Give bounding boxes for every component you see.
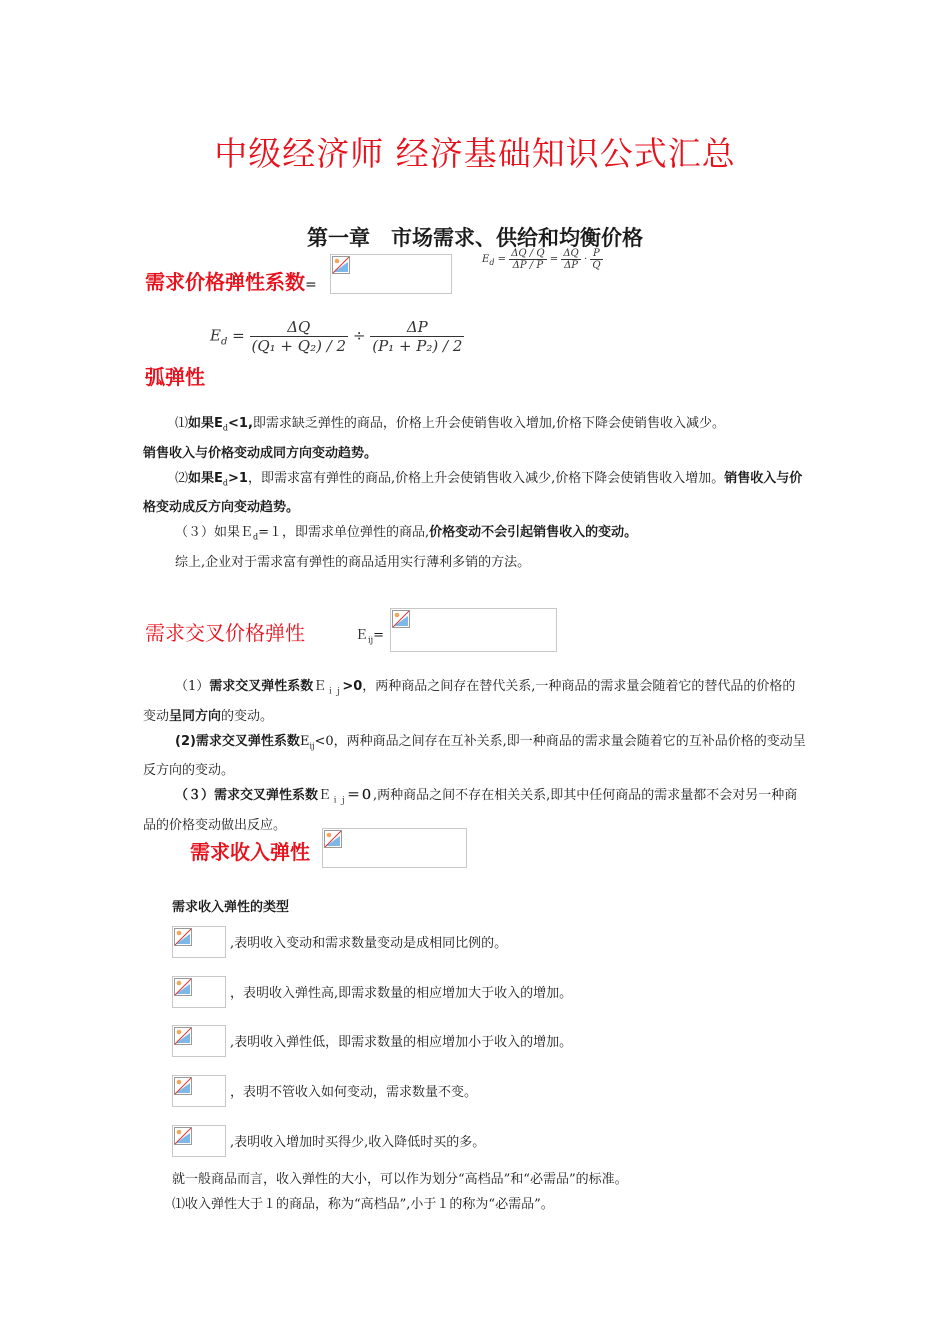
price-elasticity-heading: 需求价格弹性系数= — [145, 270, 317, 294]
price-elasticity-formula: $E_d$ = $\frac{\Delta Q / Q}{\Delta P / P}$ = $\frac{\Delta Q}{\Delta P}$ · $\frac{P}{Q}$ — [482, 248, 601, 271]
cross-case-1: （1）需求交叉弹性系数Ｅ$_{ij}$>0，两种商品之间存在替代关系,一种商品的需求量会随着它的替代品的价格的变动呈同方向的变动。 — [143, 679, 796, 724]
income-note — [172, 1167, 628, 1217]
price-elasticity-paragraphs — [143, 411, 808, 575]
formula-image — [172, 976, 226, 1008]
broken-image-icon — [324, 830, 342, 848]
income-type-text: ,表明收入弹性低，即需求数量的相应增加小于收入的增加。 — [230, 1035, 573, 1050]
income-note-line-1: 就一般商品而言，收入弹性的大小，可以作为划分“高档品”和“必需品”的标准。 — [172, 1172, 628, 1187]
income-elasticity-formula-image — [322, 828, 467, 868]
income-note-line-2: ⑴收入弹性大于１的商品，称为“高档品”,小于１的称为“必需品”。 — [172, 1197, 554, 1212]
income-type-text: ，表明收入弹性高,即需求数量的相应增加大于收入的增加。 — [230, 986, 573, 1001]
chapter-heading: 第一章 市场需求、供给和均衡价格 — [307, 226, 643, 250]
income-elasticity-heading: 需求收入弹性 — [190, 840, 310, 864]
formula-image — [172, 1125, 226, 1157]
income-type-text: ，表明不管收入如何变动，需求数量不变。 — [230, 1085, 478, 1100]
broken-image-icon — [174, 1077, 192, 1095]
price-elasticity-formula-image — [330, 254, 452, 294]
broken-image-icon — [174, 1027, 192, 1045]
cross-elasticity-heading: 需求交叉价格弹性 — [145, 621, 305, 645]
paragraph-case-2: ⑵如果$E_d>1$，即需求富有弹性的商品,价格上升会使销售收入减少,价格下降会使销售收入增加。销售收入与价格变动成反方向变动趋势。 — [143, 470, 803, 516]
cross-case-2: (2)需求交叉弹性系数$E_{ij}<0$，两种商品之间存在互补关系,即一种商品的需求量会随着它的互补品价格的变动呈反方向的变动。 — [143, 733, 806, 779]
cross-elasticity-paragraphs — [143, 674, 808, 838]
income-type-text: ,表明收入增加时买得少,收入降低时买的多。 — [230, 1135, 486, 1150]
document-title: 中级经济师 经济基础知识公式汇总 — [214, 134, 736, 173]
broken-image-icon — [174, 1127, 192, 1145]
paragraph-case-3: （３）如果Ｅ$_d$=１，即需求单位弹性的商品,价格变动不会引起销售收入的变动。 — [175, 525, 638, 542]
paragraph-case-1: ⑴如果$E_d<1$,即需求缺乏弹性的商品，价格上升会使销售收入增加,价格下降会使销售收入减少。 销售收入与价格变动成同方向变动趋势。 — [143, 416, 726, 461]
formula-image — [172, 926, 226, 958]
cross-elasticity-formula-image — [390, 608, 557, 652]
income-type-text: ,表明收入变动和需求数量变动是成相同比例的。 — [230, 936, 508, 951]
broken-image-icon — [174, 928, 192, 946]
broken-image-icon — [174, 978, 192, 996]
broken-image-icon — [332, 256, 350, 274]
cross-elasticity-label: Ｅ$_{ij}$= — [355, 628, 384, 645]
arc-elasticity-formula: $E_d$ = $\frac{\Delta Q}{\text{(Q₁ + Q₂) / 2}}$ ÷ $\frac{\Delta P}{\text{(P₁ + P₂) / 2}}$ — [210, 318, 463, 355]
broken-image-icon — [392, 610, 410, 628]
formula-image — [172, 1025, 226, 1057]
paragraph-summary: 综上,企业对于需求富有弹性的商品适用实行薄利多销的方法。 — [175, 554, 531, 570]
formula-image — [172, 1075, 226, 1107]
arc-elasticity-heading: 弧弹性 — [145, 365, 205, 389]
income-types-heading: 需求收入弹性的类型 — [172, 900, 290, 915]
cross-case-3: （３）需求交叉弹性系数Ｅ$_{ij}$＝０,两种商品之间不存在相关关系,即其中任何商品的需求量都不会对另一种商品的价格变动做出反应。 — [143, 788, 798, 833]
